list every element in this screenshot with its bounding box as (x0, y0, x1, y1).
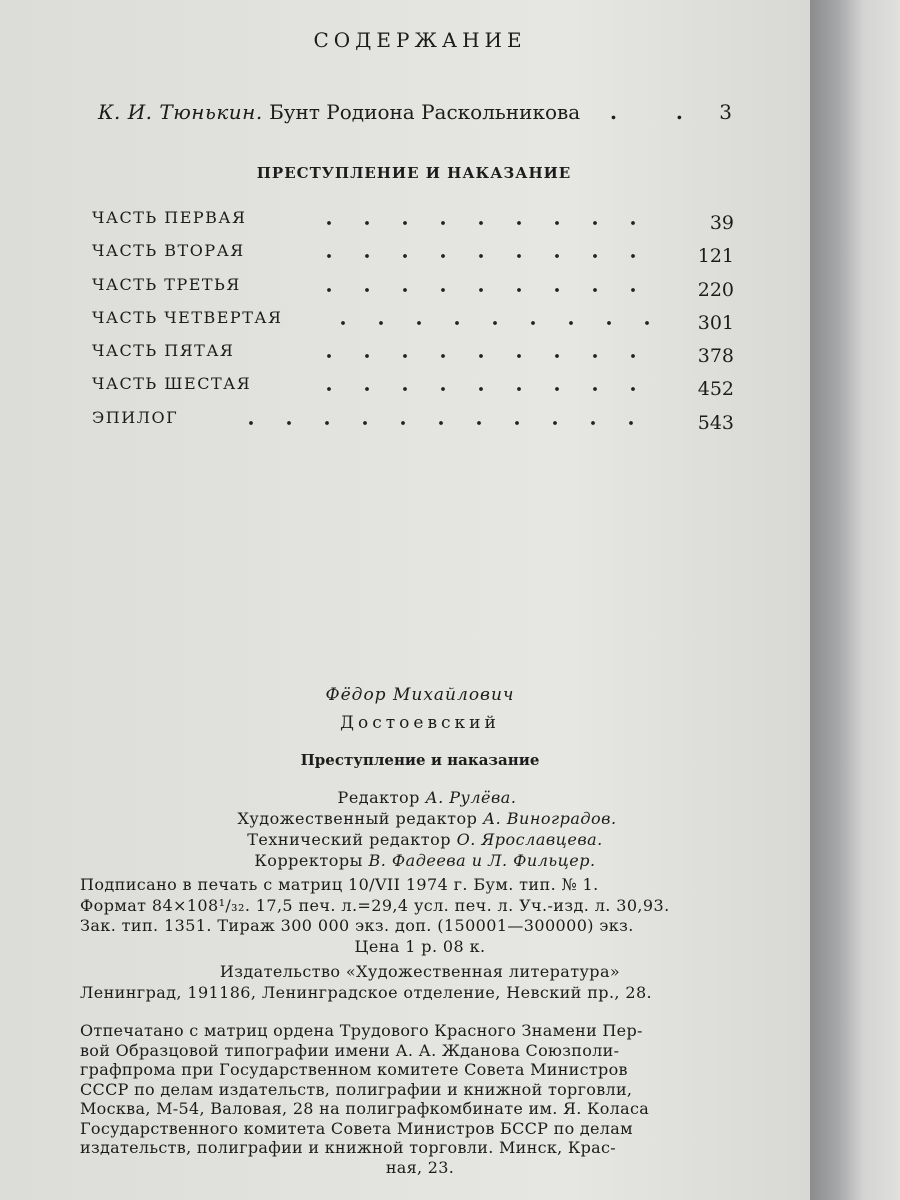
preface-title: Бунт Родиона Раскольникова (269, 100, 581, 124)
author-name-given: Фёдор Михайлович (325, 685, 515, 705)
toc-entry-page: 452 (697, 378, 734, 401)
editorial-staff (0, 787, 840, 871)
staff-line: Художественный редактор А. Виноградов. (237, 809, 617, 828)
dot-leader (232, 420, 664, 426)
printer-info (80, 1021, 760, 1177)
publisher-info (80, 962, 760, 1003)
printer-line: Государственного комитета Совета Министров БССР по делам (80, 1118, 633, 1138)
printer-line: вой Образцовой типографии имени А. А. Жданова Союзполи- (80, 1040, 620, 1060)
print-line: Подписано в печать с матриц 10/VII 1974 г. Бум. тип. № 1. (80, 875, 599, 894)
toc-entry (92, 241, 734, 274)
preface-page-number: 3 (719, 100, 732, 124)
toc-entry (92, 308, 734, 341)
toc-entry-label: ЧАСТЬ ТРЕТЬЯ (92, 274, 241, 294)
book-title: Преступление и наказание (300, 751, 540, 769)
toc-entry-page: 39 (709, 212, 734, 234)
author-surname: Достоевский (340, 713, 500, 733)
printer-line: издательств, полиграфии и книжной торговли. Минск, Крас- (80, 1138, 616, 1157)
toc-entry-label: ЧАСТЬ ВТОРАЯ (92, 241, 245, 261)
toc-list (92, 208, 734, 441)
preface-entry (98, 100, 738, 128)
toc-entry-page: 543 (697, 411, 734, 434)
staff-line: Редактор А. Рулёва. (337, 788, 517, 807)
staff-line: Технический редактор О. Ярославцева. (247, 830, 603, 849)
printer-line: СССР по делам издательств, полиграфии и книжной торговли, (80, 1079, 633, 1099)
toc-entry-label: ЭПИЛОГ (92, 407, 179, 427)
toc-entry (92, 408, 734, 441)
toc-entry-label: ЧАСТЬ ЧЕТВЕРТАЯ (92, 307, 283, 327)
publisher-line: Издательство «Художественная литература» (219, 962, 621, 981)
toc-entry (92, 208, 734, 241)
printer-line: графпрома при Государственном комитете Совета Министров (80, 1060, 628, 1079)
dot-leader (310, 220, 664, 226)
dot-leader (324, 320, 664, 326)
staff-line: Корректоры В. Фадеева и Л. Фильцер. (254, 851, 596, 870)
section-heading: ПРЕСТУПЛЕНИЕ И НАКАЗАНИЕ (256, 164, 572, 182)
printer-line: ная, 23. (385, 1157, 455, 1177)
toc-entry-label: ЧАСТЬ ПЯТАЯ (92, 341, 235, 361)
dot-leader (310, 253, 664, 259)
toc-entry-page: 220 (697, 278, 734, 301)
toc-entry-label: ЧАСТЬ ПЕРВАЯ (92, 208, 247, 227)
preface-leader: . . (610, 100, 709, 124)
toc-entry-label: ЧАСТЬ ШЕСТАЯ (92, 374, 252, 394)
print-line: Формат 84×108¹/₃₂. 17,5 печ. л.=29,4 усл. печ. л. Уч.-изд. л. 30,93. (80, 895, 670, 915)
print-details (80, 875, 760, 957)
print-line: Зак. тип. 1351. Тираж 300 000 экз. доп. (150001—300000) экз. (80, 916, 634, 935)
dot-leader (310, 386, 664, 392)
contents-heading: СОДЕРЖАНИЕ (313, 28, 527, 52)
toc-entry (92, 275, 734, 308)
printer-line: Отпечатано с матриц ордена Трудового Красного Знамени Пер- (80, 1021, 643, 1040)
toc-entry (92, 341, 734, 374)
page-edge-shadow (810, 0, 900, 1200)
price-line: Цена 1 р. 08 к. (354, 936, 486, 956)
toc-entry-page: 121 (697, 245, 734, 268)
publisher-address: Ленинград, 191186, Ленинградское отделение, Невский пр., 28. (80, 982, 653, 1002)
printer-line: Москва, М-54, Валовая, 28 на полиграфкомбинате им. Я. Коласа (80, 1099, 650, 1118)
toc-entry-page: 378 (697, 345, 734, 368)
preface-author: К. И. Тюнькин. (98, 100, 263, 124)
toc-entry (92, 374, 734, 407)
dot-leader (310, 287, 664, 293)
toc-entry-page: 301 (697, 311, 734, 334)
dot-leader (310, 353, 664, 359)
